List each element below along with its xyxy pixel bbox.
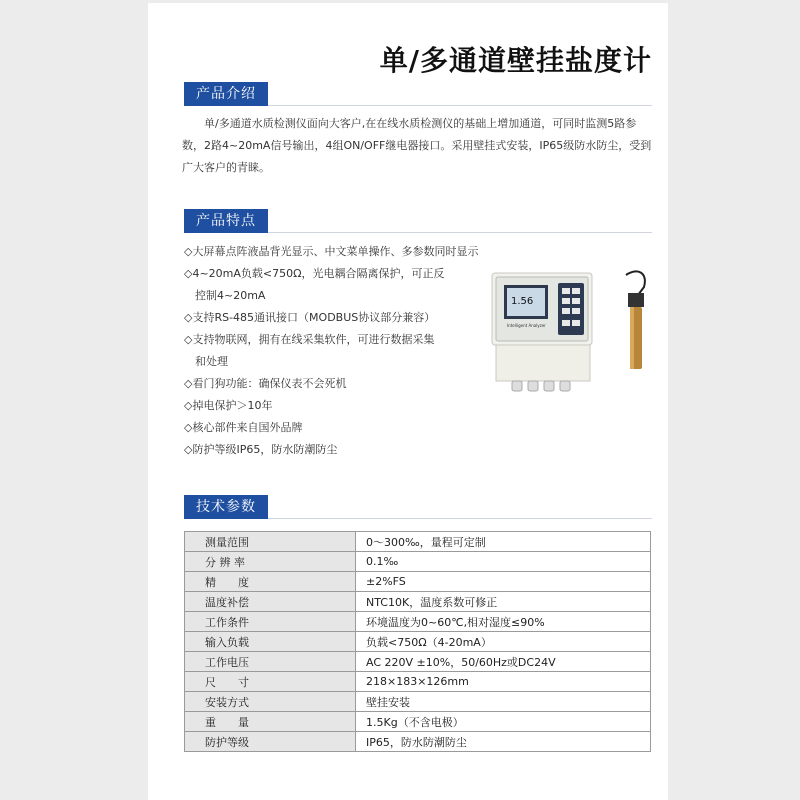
probe-cable bbox=[626, 271, 645, 295]
feature-item-continuation: 和处理 bbox=[195, 355, 228, 368]
product-page bbox=[148, 3, 668, 800]
key-button bbox=[562, 308, 570, 314]
screen-reading: 1.56 bbox=[511, 296, 534, 307]
intro-heading: 产品介绍 bbox=[184, 82, 268, 106]
feature-item-continuation: 控制4~20mA bbox=[195, 289, 266, 302]
feature-item: ◇支持物联网，拥有在线采集软件，可进行数据采集 bbox=[184, 333, 435, 346]
spec-value: 1.5Kg（不含电极） bbox=[356, 712, 651, 732]
key-button bbox=[572, 308, 580, 314]
terminal-box bbox=[496, 345, 590, 381]
spec-value: AC 220V ±10%，50/60Hz或DC24V bbox=[356, 652, 651, 672]
spec-value: IP65，防水防潮防尘 bbox=[356, 732, 651, 752]
spec-label: 重 量 bbox=[185, 712, 356, 732]
spec-label: 测量范围 bbox=[185, 532, 356, 552]
brand-label: Intelligent Analyzer bbox=[507, 323, 546, 328]
spec-value: 0.1‰ bbox=[356, 552, 651, 572]
specs-heading: 技术参数 bbox=[184, 495, 268, 519]
spec-value: 负载<750Ω（4-20mA） bbox=[356, 632, 651, 652]
feature-item: ◇掉电保护＞10年 bbox=[184, 399, 273, 412]
spec-label: 工作条件 bbox=[185, 612, 356, 632]
table-row bbox=[185, 672, 651, 692]
feature-item: ◇核心部件来自国外品牌 bbox=[184, 421, 303, 434]
spec-value: 环境温度为0~60℃,相对湿度≤90% bbox=[356, 612, 651, 632]
key-button bbox=[562, 288, 570, 294]
spec-label: 防护等级 bbox=[185, 732, 356, 752]
key-button bbox=[562, 298, 570, 304]
table-row bbox=[185, 692, 651, 712]
feature-item: ◇大屏幕点阵液晶背光显示、中文菜单操作、多参数同时显示 bbox=[184, 245, 479, 258]
table-row bbox=[185, 572, 651, 592]
feature-item: ◇支持RS-485通讯接口（MODBUS协议部分兼容） bbox=[184, 311, 436, 324]
spec-value: ±2%FS bbox=[356, 572, 651, 592]
key-button bbox=[562, 320, 570, 326]
spec-label: 工作电压 bbox=[185, 652, 356, 672]
spec-label: 精 度 bbox=[185, 572, 356, 592]
spec-label: 温度补偿 bbox=[185, 592, 356, 612]
keypad-panel bbox=[558, 283, 584, 335]
intro-divider bbox=[268, 105, 652, 106]
key-button bbox=[572, 298, 580, 304]
spec-value: 壁挂安装 bbox=[356, 692, 651, 712]
spec-label: 尺 寸 bbox=[185, 672, 356, 692]
spec-value: 218×183×126mm bbox=[356, 672, 651, 692]
cable-gland bbox=[528, 381, 538, 391]
intro-text: 单/多通道水质检测仪面向大客户,在在线水质检测仪的基础上增加通道，可同时监测5路参数，2路4~20mA信号输出，4组ON/OFF继电器接口。采用壁挂式安装，IP65级防水防尘，受到广大客户的青睐。 bbox=[182, 117, 652, 174]
spec-label: 分 辨 率 bbox=[185, 552, 356, 572]
feature-item: ◇看门狗功能：确保仪表不会死机 bbox=[184, 377, 347, 390]
table-row bbox=[185, 532, 651, 552]
cable-gland bbox=[512, 381, 522, 391]
table-row bbox=[185, 612, 651, 632]
features-divider bbox=[268, 232, 652, 233]
features-list bbox=[184, 241, 484, 461]
spec-value: 0～300‰，量程可定制 bbox=[356, 532, 651, 552]
cable-gland bbox=[544, 381, 554, 391]
probe-highlight bbox=[630, 307, 634, 369]
table-row bbox=[185, 632, 651, 652]
table-row bbox=[185, 552, 651, 572]
spec-label: 输入负载 bbox=[185, 632, 356, 652]
device-photo bbox=[488, 265, 658, 405]
table-row bbox=[185, 732, 651, 752]
key-button bbox=[572, 320, 580, 326]
specs-divider bbox=[268, 518, 652, 519]
features-heading: 产品特点 bbox=[184, 209, 268, 233]
probe-head bbox=[628, 293, 644, 307]
table-row bbox=[185, 652, 651, 672]
cable-gland bbox=[560, 381, 570, 391]
table-row bbox=[185, 712, 651, 732]
feature-item: ◇4~20mA负载<750Ω，光电耦合隔离保护，可正反 bbox=[184, 267, 445, 280]
page-title: 单/多通道壁挂盐度计 bbox=[379, 44, 652, 77]
spec-table bbox=[184, 531, 651, 752]
spec-label: 安装方式 bbox=[185, 692, 356, 712]
spec-value: NTC10K，温度系数可修正 bbox=[356, 592, 651, 612]
key-button bbox=[572, 288, 580, 294]
table-row bbox=[185, 592, 651, 612]
feature-item: ◇防护等级IP65，防水防潮防尘 bbox=[184, 443, 338, 456]
